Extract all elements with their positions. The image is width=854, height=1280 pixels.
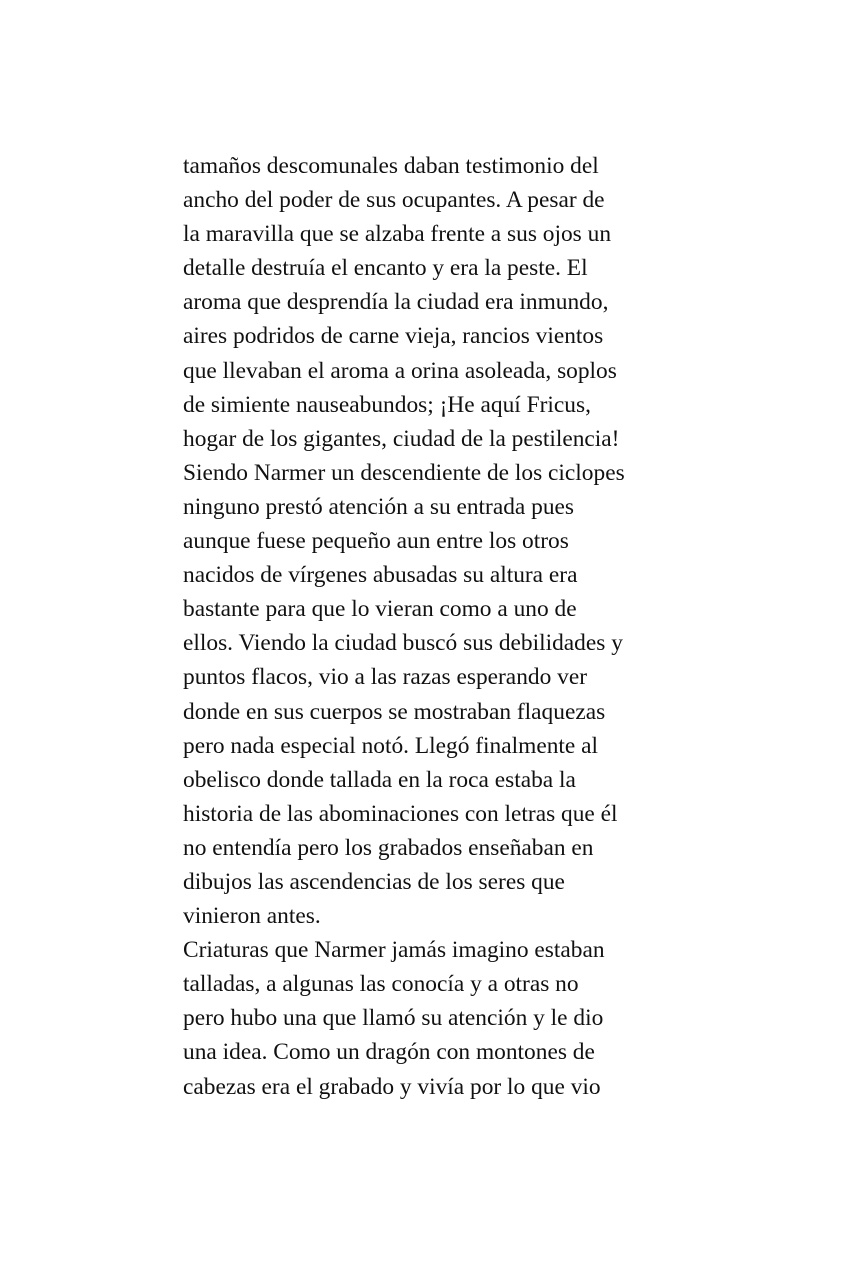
body-text [183, 149, 683, 1104]
text-line: cabezas era el grabado y vivía por lo que vio [183, 1073, 601, 1100]
text-line: historia de las abominaciones con letras que él [183, 800, 618, 827]
text-line: una idea. Como un dragón con montones de [183, 1039, 595, 1066]
text-line: ellos. Viendo la ciudad buscó sus debilidades y [183, 630, 623, 657]
text-line: Siendo Narmer un descendiente de los ciclopes [183, 459, 625, 486]
text-line: donde en sus cuerpos se mostraban flaquezas [183, 698, 606, 725]
text-line: pero hubo una que llamó su atención y le dio [183, 1005, 604, 1032]
text-line: vinieron antes. [183, 903, 321, 930]
text-line: no entendía pero los grabados enseñaban en [183, 834, 594, 861]
text-line: aunque fuese pequeño aun entre los otros [183, 528, 569, 555]
text-line: ninguno prestó atención a su entrada pues [183, 493, 575, 520]
text-line: aires podridos de carne vieja, rancios vientos [183, 323, 604, 350]
text-line: Criaturas que Narmer jamás imagino estaban [183, 937, 605, 964]
text-line: obelisco donde tallada en la roca estaba la [183, 766, 576, 793]
text-line: bastante para que lo vieran como a uno de [183, 596, 577, 623]
text-line: la maravilla que se alzaba frente a sus ojos un [183, 221, 612, 248]
text-line: detalle destruía el encanto y era la peste. El [183, 255, 588, 282]
text-line: ancho del poder de sus ocupantes. A pesar de [183, 187, 605, 214]
text-line: dibujos las ascendencias de los seres que [183, 868, 565, 895]
text-line: tamaños descomunales daban testimonio del [183, 153, 599, 179]
text-line: puntos flacos, vio a las razas esperando ver [183, 664, 587, 691]
text-line: hogar de los gigantes, ciudad de la pestilencia! [183, 425, 620, 452]
text-line: pero nada especial notó. Llegó finalmente al [183, 732, 599, 759]
text-line: que llevaban el aroma a orina asoleada, soplos [183, 357, 617, 384]
text-line: aroma que desprendía la ciudad era inmundo, [183, 289, 609, 316]
text-line: talladas, a algunas las conocía y a otras no [183, 971, 579, 998]
text-line: nacidos de vírgenes abusadas su altura era [183, 562, 578, 589]
text-line: de simiente nauseabundos; ¡He aquí Fricus, [183, 391, 591, 418]
